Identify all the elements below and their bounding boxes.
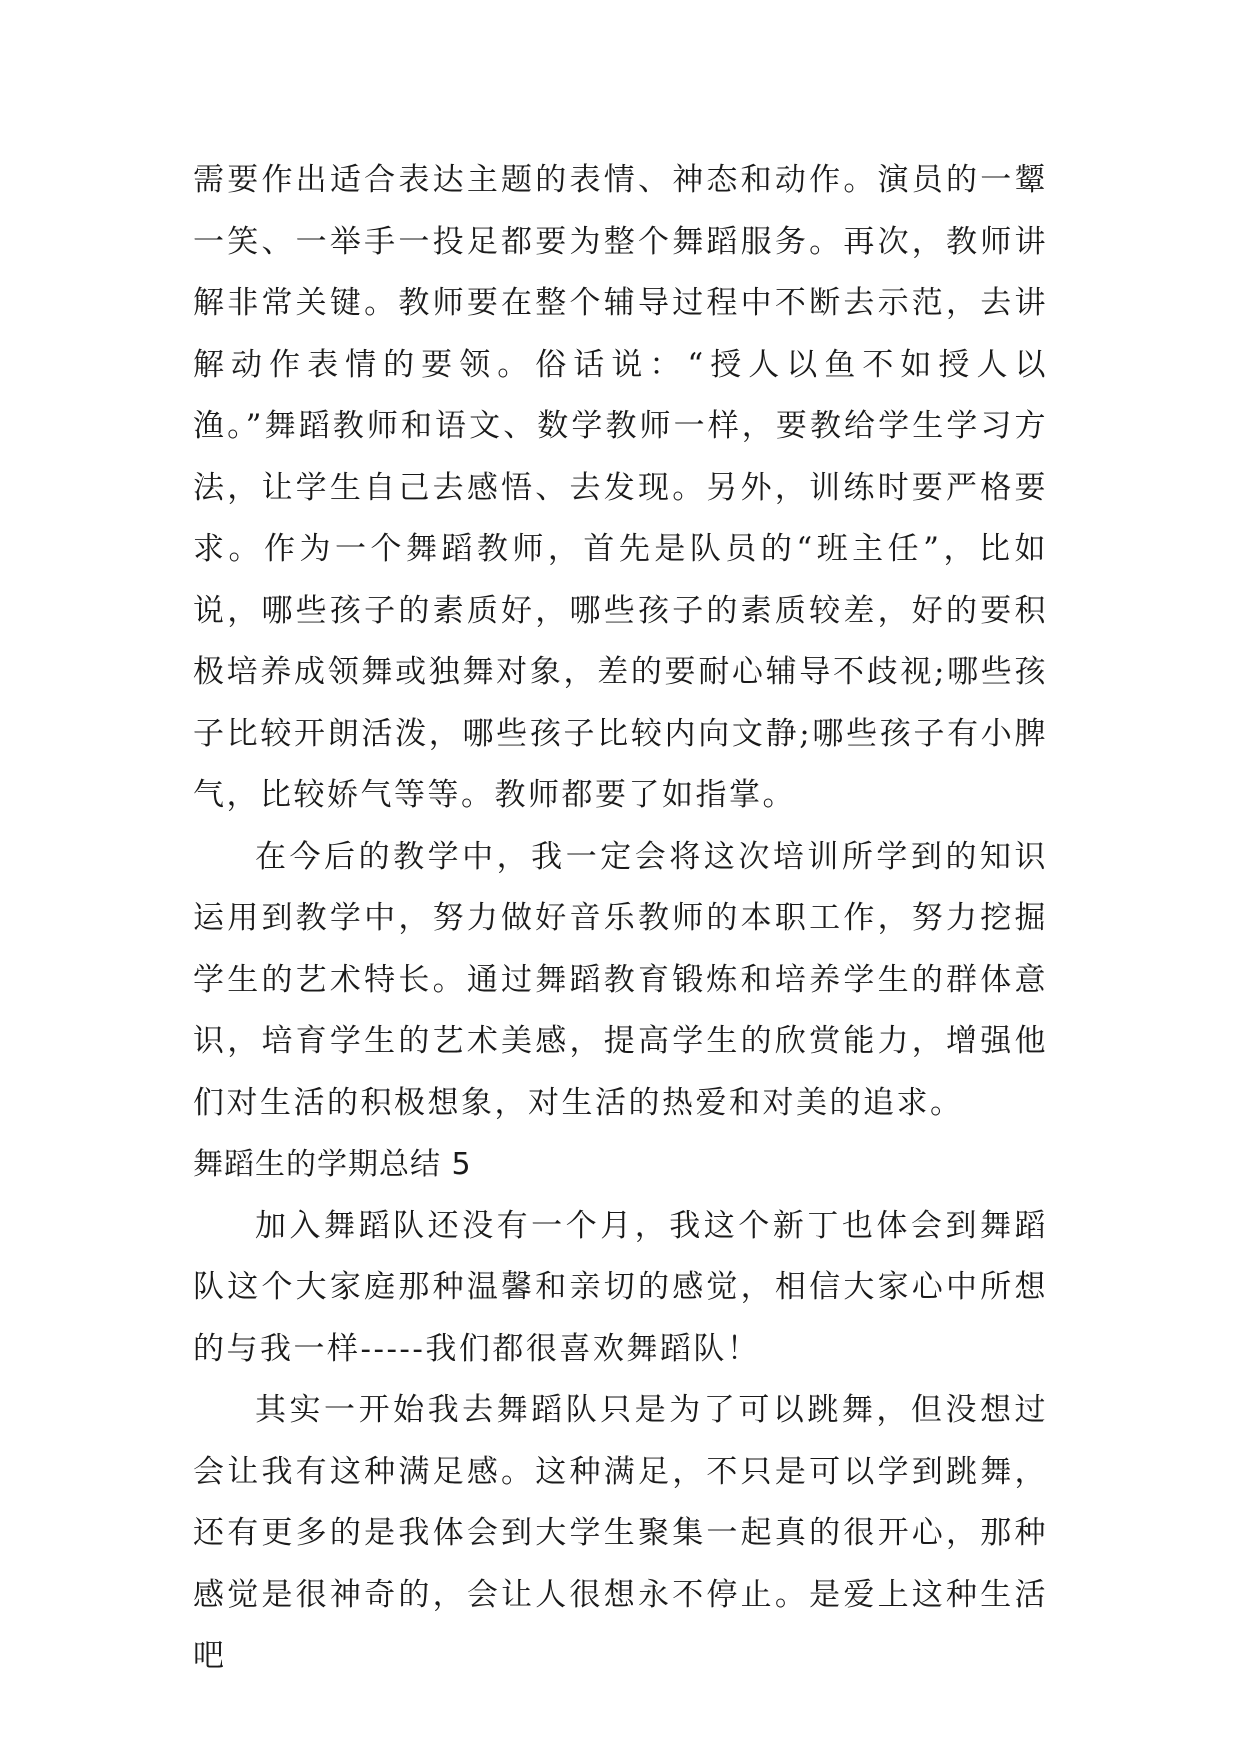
paragraph-continued: 需要作出适合表达主题的表情、神态和动作。演员的一颦一笑、一举手一投足都要为整个舞蹈服务。再次，教师讲解非常关键。教师要在整个辅导过程中不断去示范，去讲解动作表情的要领。俗话说：“授人以鱼不如授人以渔。”舞蹈教师和语文、数学教师一样，要教给学生学习方法，让学生自己去感悟、去发现。另外，训练时要严格要求。作为一个舞蹈教师，首先是队员的“班主任”，比如说，哪些孩子的素质好，哪些孩子的素质较差，好的要积极培养成领舞或独舞对象，差的要耐心辅导不歧视;哪些孩子比较开朗活泼，哪些孩子比较内向文静;哪些孩子有小脾气，比较娇气等等。教师都要了如指掌。 [193,162,1048,813]
document-body [193,150,1048,1688]
section-heading: 舞蹈生的学期总结 5 [193,1147,472,1182]
paragraph: 在今后的教学中，我一定会将这次培训所学到的知识运用到教学中，努力做好音乐教师的本职工作，努力挖掘学生的艺术特长。通过舞蹈教育锻炼和培养学生的群体意识，培育学生的艺术美感，提高学生的欣赏能力，增强他们对生活的积极想象，对生活的热爱和对美的追求。 [193,838,1048,1121]
paragraph: 其实一开始我去舞蹈队只是为了可以跳舞，但没想过会让我有这种满足感。这种满足，不只是可以学到跳舞，还有更多的是我体会到大学生聚集一起真的很开心，那种感觉是很神奇的，会让人很想永不停止。是爱上这种生活吧 [193,1392,1048,1674]
paragraph: 加入舞蹈队还没有一个月，我这个新丁也体会到舞蹈队这个大家庭那种温馨和亲切的感觉，相信大家心中所想的与我一样-----我们都很喜欢舞蹈队！ [193,1207,1048,1367]
